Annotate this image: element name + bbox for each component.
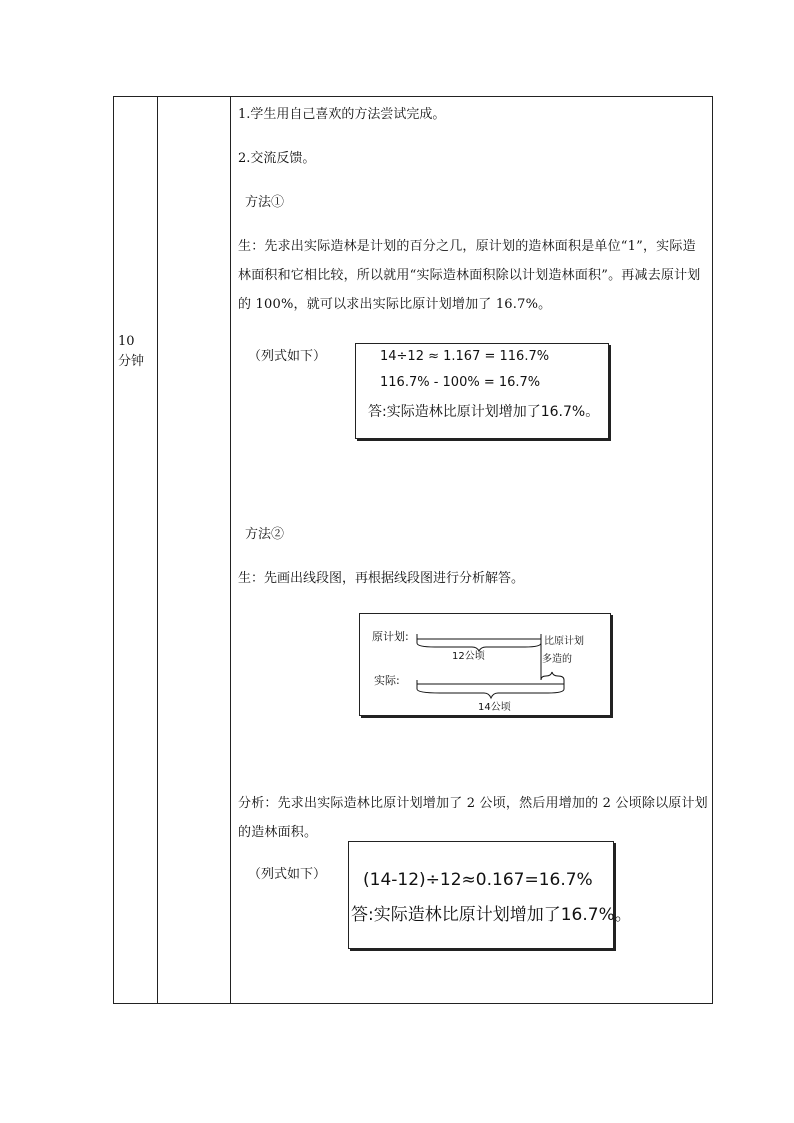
method-1-formula-label: （列式如下） [248,349,327,364]
step-1-text: 1.学生用自己喜欢的方法尝试完成。 [238,107,446,122]
method-1-handwritten-box [355,343,609,439]
actual-segment [417,680,564,689]
planned-value: 12公顷 [452,651,485,662]
method-2-formula-label: （列式如下） [248,867,327,882]
method-2-line-1: (14-12)÷12≈0.167=16.7% [363,870,593,890]
planned-label: 原计划: [372,630,409,643]
extra-brace [541,672,564,680]
method-2-heading: 方法② [245,527,285,542]
time-unit: 分钟 [118,354,145,369]
method-1-line-3: 答:实际造林比原计划增加了16.7%。 [368,404,600,420]
column-divider [230,97,231,1003]
segment-lines [360,614,610,715]
method-1-student-text: 生：先求出实际造林是计划的百分之几，原计划的造林面积是单位“1”，实际造林面积和它相比较，所以就用“实际造林面积除以计划造林面积”。再减去原计划的 100%，就可以求出实际比原计划增加了 16.7%。 [238,239,701,312]
planned-brace [417,643,541,651]
method-2-student-text: 生：先画出线段图，再根据线段图进行分析解答。 [238,571,525,586]
actual-label: 实际: [374,674,400,687]
extra-label-line-1: 比原计划 [544,636,584,647]
planned-segment [417,634,541,643]
method-2-handwritten-box [348,841,632,949]
step-2-text: 2.交流反馈。 [238,151,316,166]
time-number: 10 [118,334,135,349]
extra-label-line-2: 多造的 [542,654,572,665]
actual-value: 14公顷 [478,702,511,713]
method-2-analysis-text: 分析：先求出实际造林比原计划增加了 2 公顷，然后用增加的 2 公顷除以原计划的造林面积。 [238,796,708,840]
time-cell [114,332,161,372]
method-1-heading: 方法① [245,195,285,210]
method-1-line-2: 116.7% - 100% = 16.7% [380,375,541,390]
method-2-line-2: 答:实际造林比原计划增加了16.7%。 [351,905,632,925]
method-1-line-1: 14÷12 ≈ 1.167 = 116.7% [380,349,550,364]
column-divider [157,97,158,1003]
lesson-table [113,96,713,1004]
actual-brace [417,689,564,698]
line-segment-diagram [359,613,611,716]
